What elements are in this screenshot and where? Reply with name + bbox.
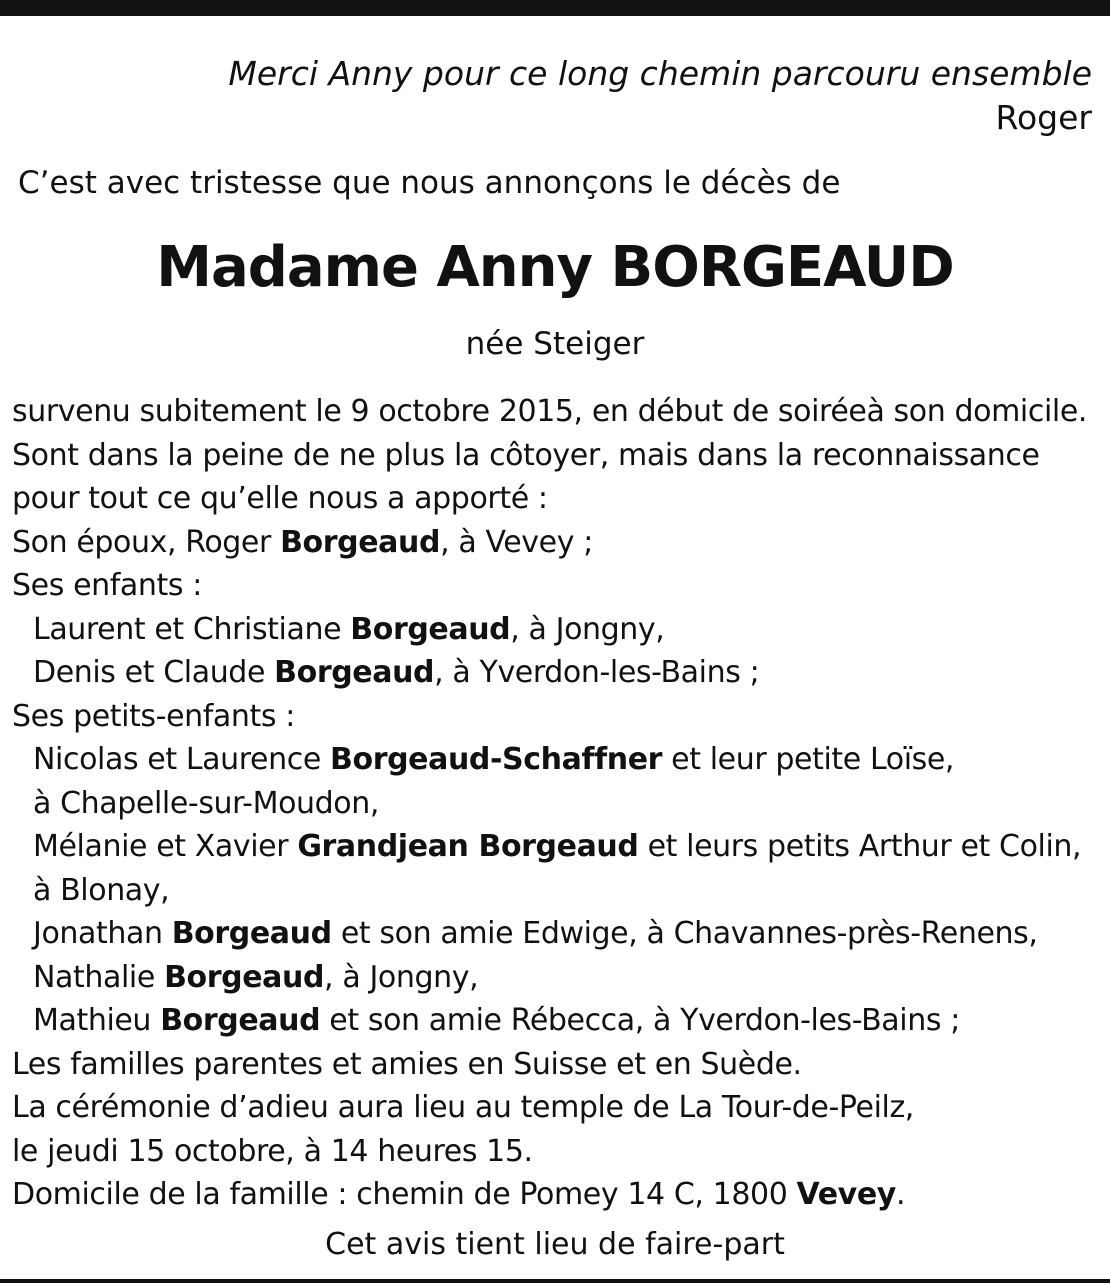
domicile-prefix: Domicile de la famille : chemin de Pomey 14 C, 1800	[12, 1177, 797, 1212]
entry-suffix: , à Yverdon-les-Bains ;	[434, 655, 760, 690]
spouse-prefix: Son époux, Roger	[12, 524, 281, 560]
entry-surname: Borgeaud	[160, 1003, 321, 1038]
spouse-suffix: , à Vevey ;	[440, 524, 593, 560]
domicile-line	[12, 1173, 1107, 1217]
entry-suffix: et leur petite Loïse,	[662, 742, 955, 777]
closing-note: Cet avis tient lieu de faire-part	[325, 1227, 785, 1262]
entry-suffix: , à Jongny,	[510, 611, 665, 647]
grandchild-entry-continuation: à Blonay,	[33, 872, 170, 908]
entry-prefix: Jonathan	[33, 916, 172, 951]
maiden-name: née Steiger	[465, 326, 645, 362]
deceased-name: Madame Anny BORGEAUD	[156, 235, 954, 300]
entry-prefix: Denis et Claude	[33, 655, 275, 690]
domicile-city: Vevey	[796, 1177, 896, 1212]
entry-surname: Borgeaud	[164, 959, 325, 995]
child-entry	[12, 651, 1107, 695]
entry-prefix: Nathalie	[33, 959, 165, 995]
entry-prefix: Laurent et Christiane	[33, 611, 351, 647]
grandchild-entry	[12, 738, 1107, 782]
grandchild-entry	[12, 999, 1107, 1043]
grandchild-entry	[12, 912, 1107, 956]
dedication-signature: Roger	[995, 98, 1092, 137]
spouse-line	[12, 521, 1107, 565]
entry-surname: Borgeaud	[274, 655, 435, 690]
entry-suffix: et leurs petits Arthur et Colin,	[638, 829, 1082, 864]
announcement-body	[12, 390, 1107, 1217]
entry-suffix: et son amie Edwige, à Chavannes-près-Renens,	[331, 916, 1038, 951]
children-heading: Ses enfants :	[12, 568, 202, 603]
entry-surname: Borgeaud-Schaffner	[330, 742, 663, 777]
grandchild-entry-continuation: à Chapelle-sur-Moudon,	[33, 785, 379, 821]
entry-suffix: , à Jongny,	[324, 959, 479, 995]
dedication-quote: Merci Anny pour ce long chemin parcouru ensemble	[228, 54, 1092, 93]
families-line: Les familles parentes et amies en Suisse et en Suède.	[12, 1046, 802, 1082]
entry-prefix: Mélanie et Xavier	[33, 829, 298, 864]
announcement-line: Sont dans la peine de ne plus la côtoyer, mais dans la reconnaissance	[12, 437, 1040, 473]
dedication	[228, 52, 1092, 140]
intro-text: C’est avec tristesse que nous annonçons le décès de	[18, 165, 841, 201]
child-entry	[12, 608, 1107, 652]
entry-surname: Borgeaud	[350, 611, 511, 647]
grandchild-entry	[12, 825, 1107, 869]
entry-surname: Grandjean Borgeaud	[297, 829, 639, 864]
bottom-border-rule	[0, 1279, 1110, 1283]
entry-prefix: Mathieu	[33, 1003, 161, 1038]
entry-surname: Borgeaud	[171, 916, 332, 951]
ceremony-line: le jeudi 15 octobre, à 14 heures 15.	[12, 1133, 533, 1169]
top-border-rule	[0, 0, 1110, 16]
ceremony-line: La cérémonie d’adieu aura lieu au temple de La Tour-de-Peilz,	[12, 1090, 914, 1125]
grandchildren-heading: Ses petits-enfants :	[12, 698, 295, 734]
announcement-line: pour tout ce qu’elle nous a apporté :	[12, 481, 548, 516]
announcement-line: survenu subitement le 9 octobre 2015, en début de soiréeà son domicile.	[12, 394, 1088, 429]
entry-suffix: et son amie Rébecca, à Yverdon-les-Bains ;	[320, 1003, 960, 1038]
domicile-suffix: .	[895, 1177, 906, 1212]
spouse-surname: Borgeaud	[280, 524, 441, 560]
grandchild-entry	[12, 956, 1107, 1000]
entry-prefix: Nicolas et Laurence	[33, 742, 331, 777]
